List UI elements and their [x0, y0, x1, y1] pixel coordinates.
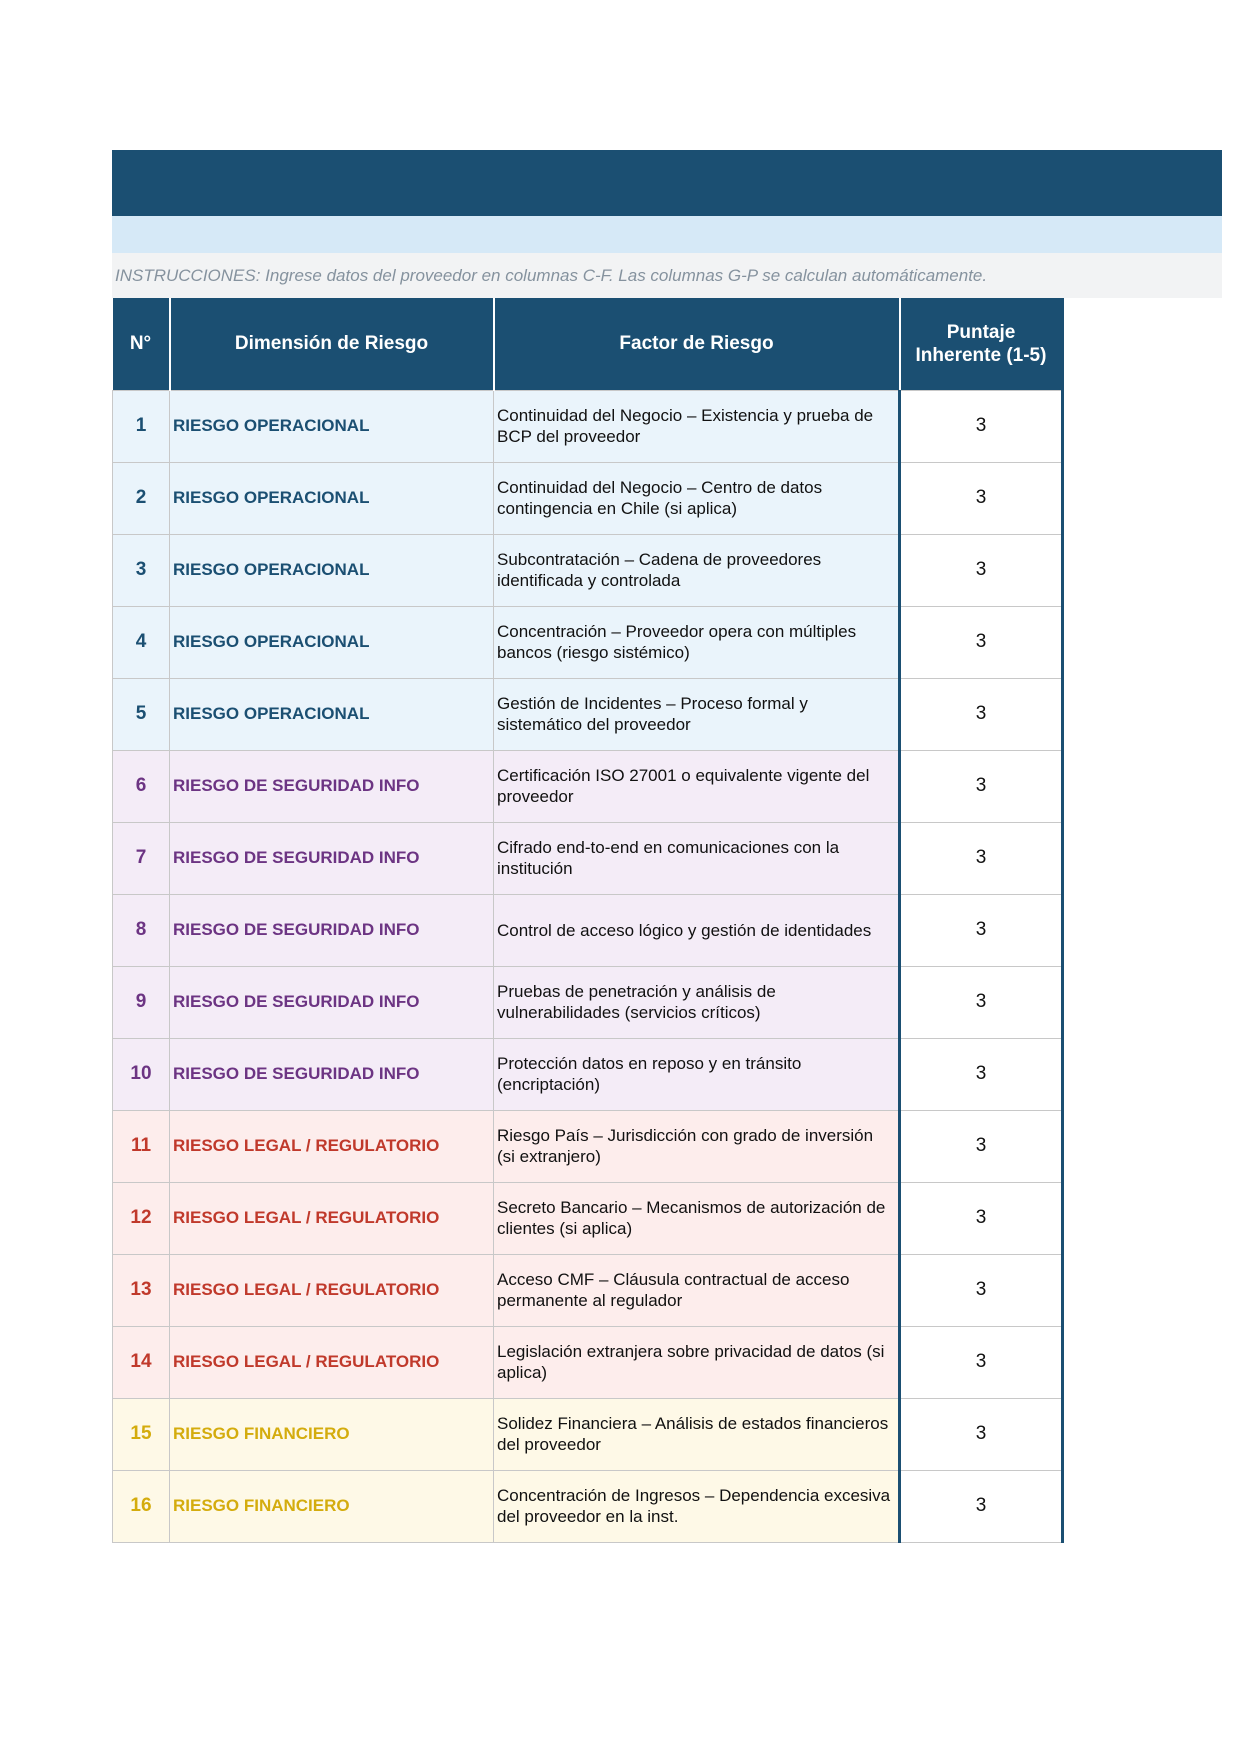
cell-factor[interactable]: Legislación extranjera sobre privacidad de datos (si aplica): [494, 1326, 900, 1398]
cell-score[interactable]: 3: [900, 390, 1063, 462]
cell-score[interactable]: 3: [900, 678, 1063, 750]
cell-factor[interactable]: Continuidad del Negocio – Centro de datos contingencia en Chile (si aplica): [494, 462, 900, 534]
cell-factor[interactable]: Control de acceso lógico y gestión de identidades: [494, 894, 900, 966]
col-header-factor[interactable]: Factor de Riesgo: [494, 298, 900, 390]
cell-dimension[interactable]: RIESGO LEGAL / REGULATORIO: [170, 1182, 494, 1254]
cell-dimension[interactable]: RIESGO DE SEGURIDAD INFO: [170, 822, 494, 894]
instructions-band: [112, 253, 1222, 298]
cell-number[interactable]: 16: [113, 1470, 170, 1542]
table-row: [113, 894, 1063, 966]
cell-dimension[interactable]: RIESGO FINANCIERO: [170, 1470, 494, 1542]
cell-number[interactable]: 10: [113, 1038, 170, 1110]
cell-score[interactable]: 3: [900, 1182, 1063, 1254]
cell-factor[interactable]: Cifrado end-to-end en comunicaciones con la institución: [494, 822, 900, 894]
table-row: [113, 1038, 1063, 1110]
cell-factor[interactable]: Concentración de Ingresos – Dependencia excesiva del proveedor en la inst.: [494, 1470, 900, 1542]
cell-number[interactable]: 6: [113, 750, 170, 822]
subtitle-band: [112, 216, 1222, 253]
table-row: [113, 1110, 1063, 1182]
cell-number[interactable]: 1: [113, 390, 170, 462]
cell-score[interactable]: 3: [900, 462, 1063, 534]
cell-score[interactable]: 3: [900, 1038, 1063, 1110]
cell-factor[interactable]: Acceso CMF – Cláusula contractual de acceso permanente al regulador: [494, 1254, 900, 1326]
cell-factor[interactable]: Continuidad del Negocio – Existencia y prueba de BCP del proveedor: [494, 390, 900, 462]
cell-dimension[interactable]: RIESGO DE SEGURIDAD INFO: [170, 750, 494, 822]
cell-number[interactable]: 15: [113, 1398, 170, 1470]
table-row: [113, 606, 1063, 678]
cell-factor[interactable]: Certificación ISO 27001 o equivalente vigente del proveedor: [494, 750, 900, 822]
cell-number[interactable]: 11: [113, 1110, 170, 1182]
cell-score[interactable]: 3: [900, 534, 1063, 606]
table-row: [113, 1182, 1063, 1254]
cell-score[interactable]: 3: [900, 894, 1063, 966]
cell-factor[interactable]: Concentración – Proveedor opera con múltiples bancos (riesgo sistémico): [494, 606, 900, 678]
cell-dimension[interactable]: RIESGO OPERACIONAL: [170, 390, 494, 462]
cell-score[interactable]: 3: [900, 1398, 1063, 1470]
cell-factor[interactable]: Subcontratación – Cadena de proveedores identificada y controlada: [494, 534, 900, 606]
cell-number[interactable]: 4: [113, 606, 170, 678]
cell-factor[interactable]: Secreto Bancario – Mecanismos de autorización de clientes (si aplica): [494, 1182, 900, 1254]
col-header-number[interactable]: N°: [113, 298, 170, 390]
table-header-row: [113, 298, 1063, 390]
table-row: [113, 822, 1063, 894]
cell-factor[interactable]: Protección datos en reposo y en tránsito (encriptación): [494, 1038, 900, 1110]
cell-number[interactable]: 2: [113, 462, 170, 534]
spreadsheet-sheet: [112, 150, 1222, 1543]
table-row: [113, 462, 1063, 534]
table-body: [113, 390, 1063, 1542]
risk-table: [112, 298, 1064, 1543]
col-header-dimension[interactable]: Dimensión de Riesgo: [170, 298, 494, 390]
cell-dimension[interactable]: RIESGO OPERACIONAL: [170, 606, 494, 678]
cell-factor[interactable]: Riesgo País – Jurisdicción con grado de inversión (si extranjero): [494, 1110, 900, 1182]
title-band: [112, 150, 1222, 216]
table-row: [113, 534, 1063, 606]
table-row: [113, 750, 1063, 822]
table-row: [113, 1470, 1063, 1542]
cell-number[interactable]: 3: [113, 534, 170, 606]
cell-factor[interactable]: Solidez Financiera – Análisis de estados financieros del proveedor: [494, 1398, 900, 1470]
cell-score[interactable]: 3: [900, 1470, 1063, 1542]
cell-number[interactable]: 7: [113, 822, 170, 894]
cell-number[interactable]: 12: [113, 1182, 170, 1254]
table-row: [113, 1398, 1063, 1470]
cell-dimension[interactable]: RIESGO FINANCIERO: [170, 1398, 494, 1470]
cell-dimension[interactable]: RIESGO LEGAL / REGULATORIO: [170, 1254, 494, 1326]
col-header-score[interactable]: Puntaje Inherente (1-5): [900, 298, 1063, 390]
cell-dimension[interactable]: RIESGO LEGAL / REGULATORIO: [170, 1326, 494, 1398]
cell-factor[interactable]: Pruebas de penetración y análisis de vulnerabilidades (servicios críticos): [494, 966, 900, 1038]
cell-score[interactable]: 3: [900, 1110, 1063, 1182]
cell-dimension[interactable]: RIESGO DE SEGURIDAD INFO: [170, 1038, 494, 1110]
table-row: [113, 1326, 1063, 1398]
cell-score[interactable]: 3: [900, 966, 1063, 1038]
cell-factor[interactable]: Gestión de Incidentes – Proceso formal y sistemático del proveedor: [494, 678, 900, 750]
cell-number[interactable]: 14: [113, 1326, 170, 1398]
cell-dimension[interactable]: RIESGO OPERACIONAL: [170, 534, 494, 606]
instructions-text: INSTRUCCIONES: Ingrese datos del proveedor en columnas C-F. Las columnas G-P se calculan automáticamente.: [115, 266, 988, 285]
cell-dimension[interactable]: RIESGO OPERACIONAL: [170, 462, 494, 534]
cell-score[interactable]: 3: [900, 822, 1063, 894]
cell-score[interactable]: 3: [900, 750, 1063, 822]
table-row: [113, 966, 1063, 1038]
cell-number[interactable]: 5: [113, 678, 170, 750]
cell-score[interactable]: 3: [900, 1254, 1063, 1326]
cell-number[interactable]: 8: [113, 894, 170, 966]
table-row: [113, 1254, 1063, 1326]
cell-number[interactable]: 9: [113, 966, 170, 1038]
cell-number[interactable]: 13: [113, 1254, 170, 1326]
table-row: [113, 678, 1063, 750]
cell-score[interactable]: 3: [900, 606, 1063, 678]
cell-score[interactable]: 3: [900, 1326, 1063, 1398]
table-row: [113, 390, 1063, 462]
cell-dimension[interactable]: RIESGO DE SEGURIDAD INFO: [170, 894, 494, 966]
cell-dimension[interactable]: RIESGO LEGAL / REGULATORIO: [170, 1110, 494, 1182]
cell-dimension[interactable]: RIESGO DE SEGURIDAD INFO: [170, 966, 494, 1038]
cell-dimension[interactable]: RIESGO OPERACIONAL: [170, 678, 494, 750]
